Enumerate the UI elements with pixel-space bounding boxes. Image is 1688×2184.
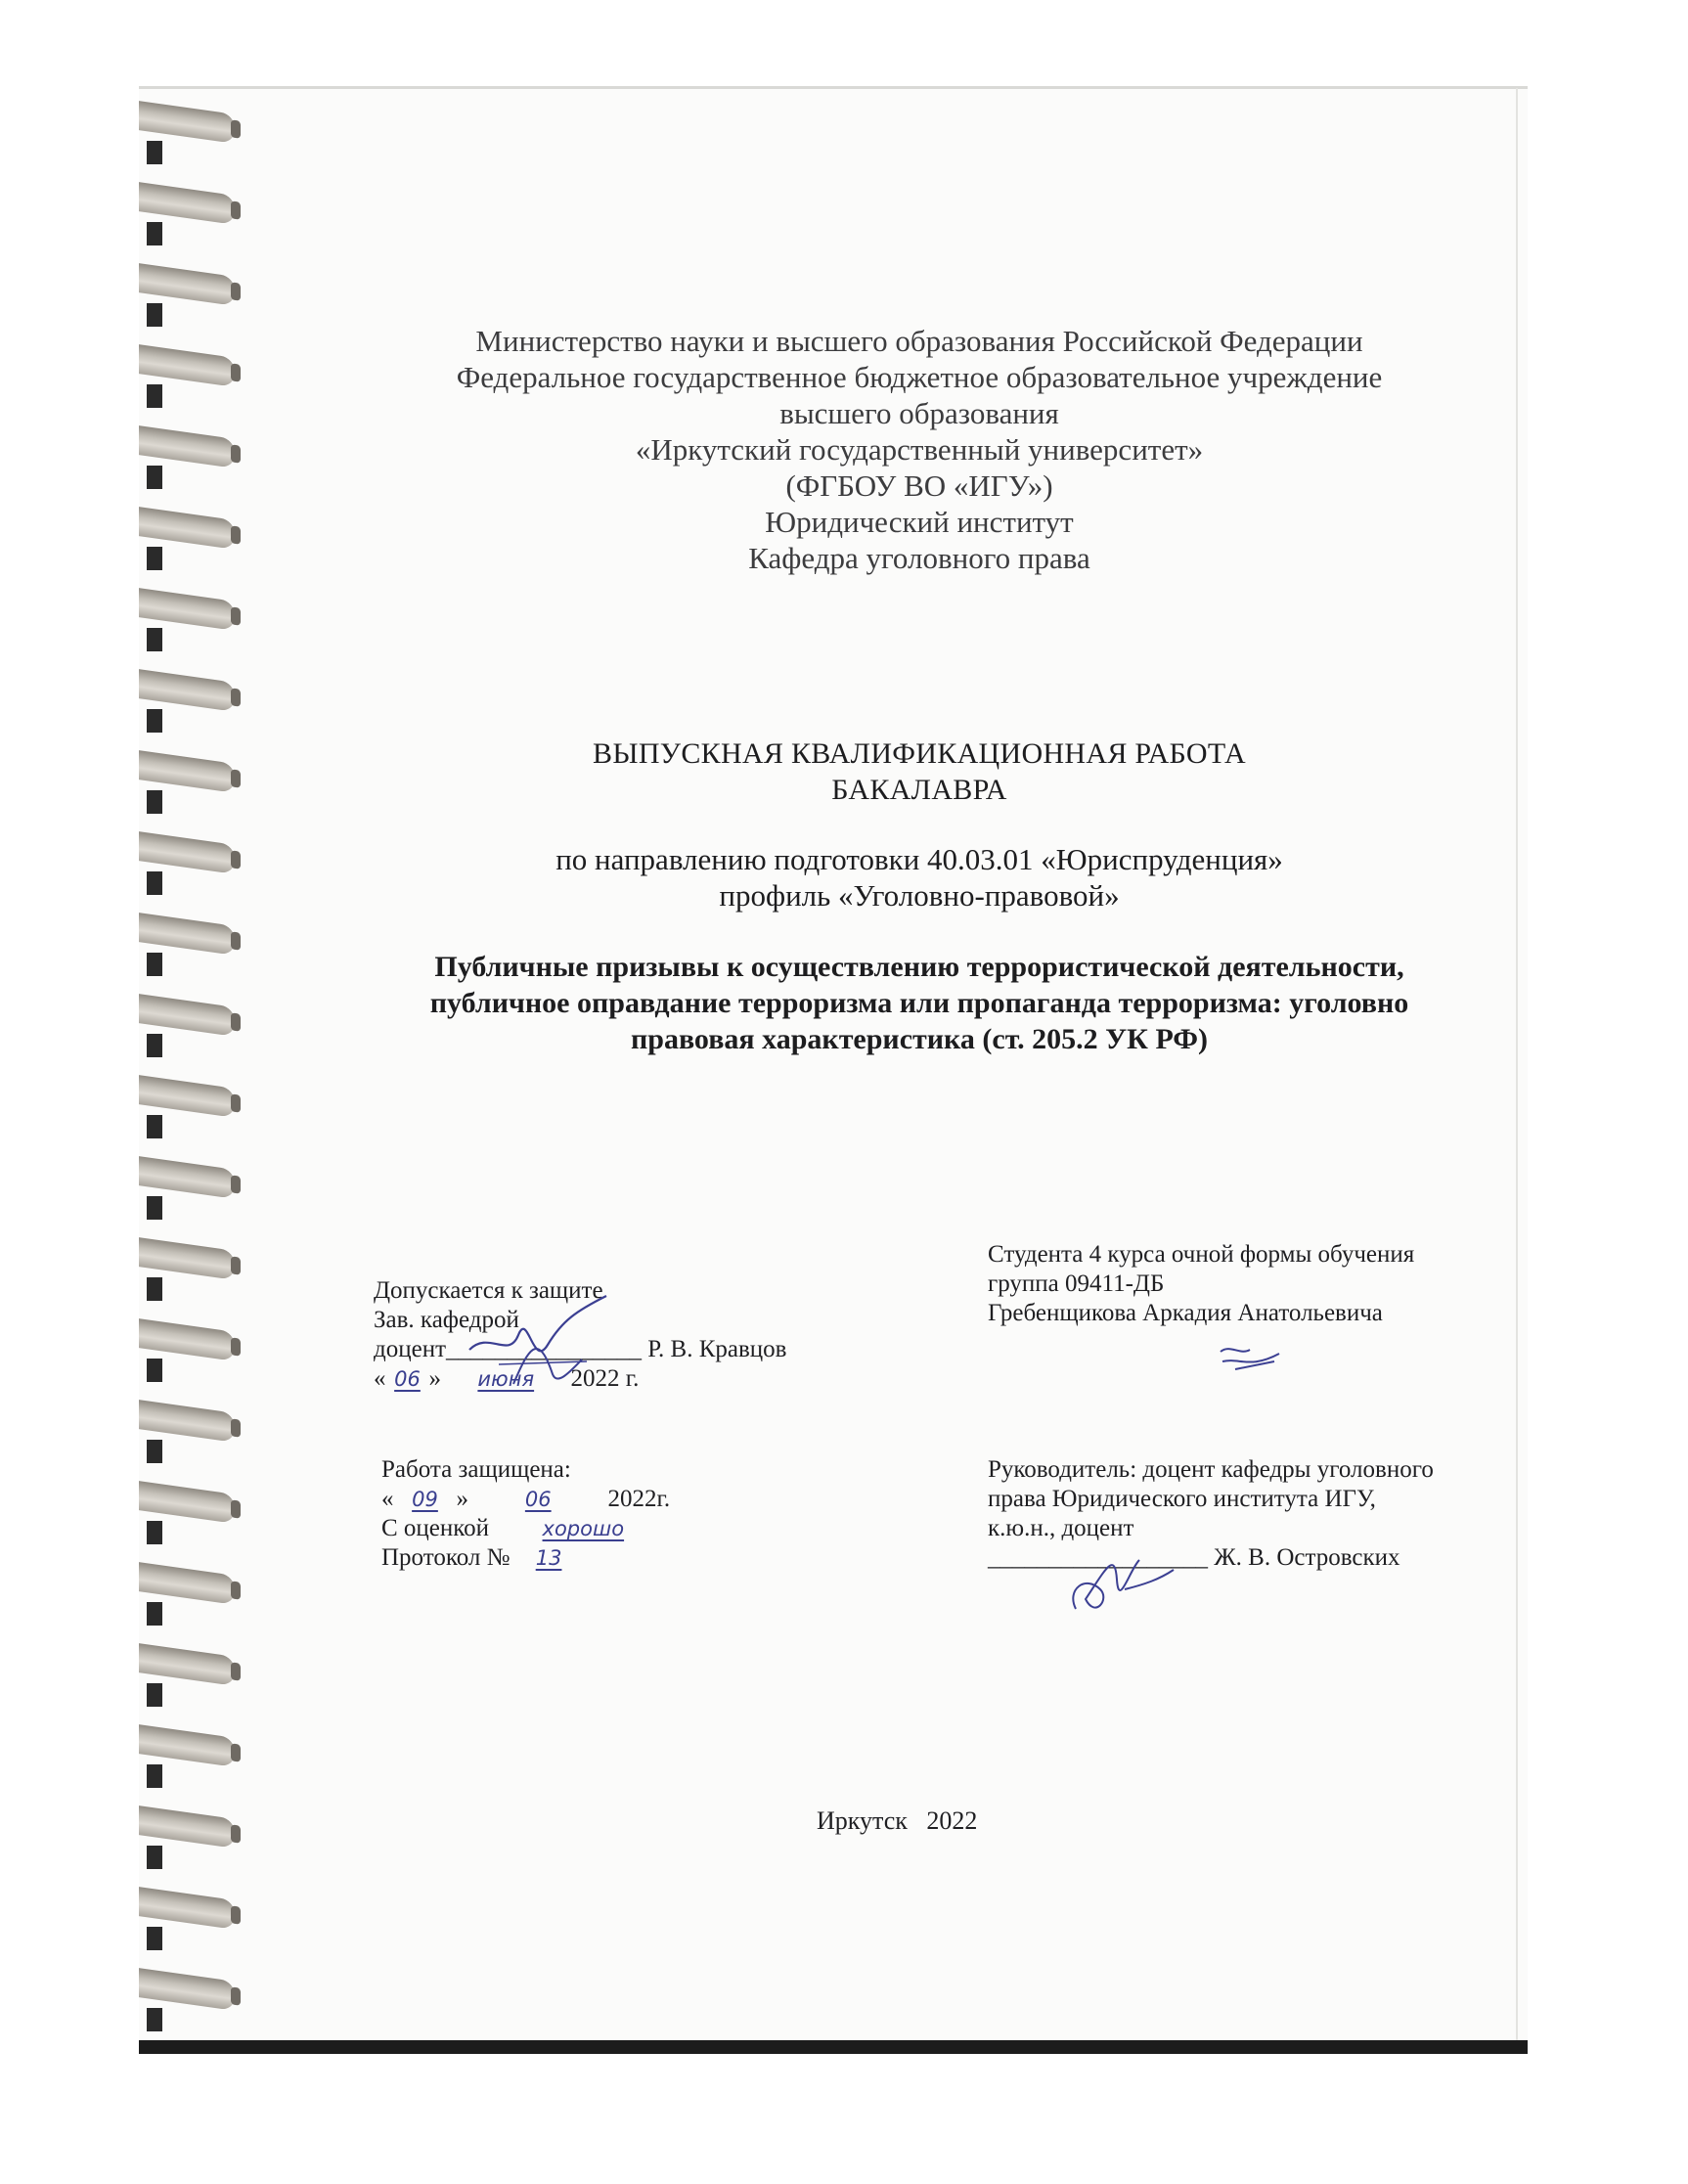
work-type [372,735,1467,808]
binding-hole [147,1196,162,1220]
binding-ring [139,831,235,874]
binding-hole [147,303,162,327]
spiral-binding [139,88,256,2044]
university-abbr-line: (ФГБОУ ВО «ИГУ») [785,468,1053,503]
binding-ring [139,994,235,1037]
binding-hole [147,1440,162,1463]
binding-ring [139,750,235,793]
binding-ring [139,1481,235,1524]
binding-hole [147,1521,162,1544]
defense-day: 09 [412,1488,438,1511]
binding-hole [147,1927,162,1950]
binding-hole [147,709,162,733]
binding-hole [147,466,162,489]
supervisor-name: Ж. В. Островских [1214,1544,1400,1571]
binding-ring [139,1237,235,1280]
supervisor-block [988,1455,1434,1573]
student-name-line: Гребенщикова Аркадия Анатольевича [988,1300,1383,1326]
supervisor-line-3: к.ю.н., доцент [988,1515,1134,1541]
work-type-line-2: БАКАЛАВРА [831,774,1007,806]
binding-ring [139,101,235,144]
supervisor-line-2: права Юридического института ИГУ, [988,1486,1376,1512]
binding-ring [139,1643,235,1686]
defense-month: 06 [524,1488,552,1511]
education-level-line: высшего образования [779,396,1059,430]
binding-hole [147,628,162,651]
binding-hole [147,141,162,164]
institute-line: Юридический институт [765,505,1074,539]
protocol-label: Протокол № [381,1544,511,1571]
binding-hole [147,1846,162,1869]
binding-ring [139,344,235,387]
title-line-2: публичное оправдание терроризма или пропаганда терроризма: уголовно [429,987,1409,1019]
footer-city: Иркутск [817,1806,908,1835]
binding-hole [147,871,162,895]
binding-hole [147,1602,162,1626]
protocol-line [381,1543,683,1573]
binding-ring [139,913,235,956]
title-line-1: Публичные призывы к осуществлению террористической деятельности, [434,951,1404,983]
sheet-right-edge [1516,88,1518,2044]
binding-hole [147,1359,162,1382]
title-line-3: правовая характеристика (ст. 205.2 УК РФ) [630,1023,1209,1055]
university-name-line: «Иркутский государственный университет» [635,432,1204,467]
binding-ring [139,1562,235,1605]
head-signature [460,1291,616,1399]
binding-hole [147,953,162,976]
binding-hole [147,547,162,570]
supervisor-signature [1056,1540,1183,1628]
student-signature [1211,1340,1289,1379]
footer [817,1806,977,1836]
defense-year: 2022г. [607,1486,671,1512]
binding-ring [139,507,235,550]
scan-bottom-border [139,2040,1528,2054]
binding-hole [147,384,162,408]
ministry-line: Министерство науки и высшего образования Российской Федерации [475,324,1363,358]
protocol-number: 13 [535,1546,562,1570]
binding-ring [139,1075,235,1118]
binding-hole [147,222,162,245]
admission-date-line: « 06 » июня 2022 г. [374,1365,640,1392]
binding-hole [147,1277,162,1301]
defense-block [381,1455,683,1573]
student-group-line: группа 09411-ДБ [988,1270,1165,1297]
direction-line: по направлению подготовки 40.03.01 «Юриспруденция» [555,842,1283,876]
binding-ring [139,1968,235,2011]
work-type-line-1: ВЫПУСКНАЯ КВАЛИФИКАЦИОННАЯ РАБОТА [593,737,1246,770]
binding-ring [139,1318,235,1361]
binding-hole [147,2008,162,2031]
supervisor-signature-line: __________________ Ж. В. Островских [988,1544,1400,1571]
binding-hole [147,1764,162,1788]
institution-type-line: Федеральное государственное бюджетное образовательное учреждение [456,360,1383,394]
binding-ring [139,1887,235,1930]
admission-month: июня [477,1367,535,1391]
defense-line: Работа защищена: [381,1456,571,1483]
binding-ring [139,1805,235,1849]
binding-ring [139,588,235,631]
student-block [988,1240,1414,1328]
sheet-top-edge [139,86,1528,89]
binding-ring [139,669,235,712]
head-position: доцент [374,1336,446,1362]
binding-ring [139,1156,235,1199]
supervisor-line-1: Руководитель: доцент кафедры уголовного [988,1456,1434,1483]
head-name: Р. В. Кравцов [647,1336,787,1362]
department-line: Кафедра уголовного права [748,541,1090,575]
grade-label: С оценкой [381,1515,490,1541]
binding-ring [139,1724,235,1767]
binding-ring [139,263,235,306]
thesis-title [372,949,1467,1057]
grade-line [381,1514,683,1543]
binding-hole [147,1115,162,1138]
binding-ring [139,182,235,225]
binding-hole [147,1034,162,1057]
student-course-line: Студента 4 курса очной формы обучения [988,1241,1415,1268]
binding-ring [139,425,235,468]
profile-line: профиль «Уголовно-правовой» [719,878,1120,913]
binding-hole [147,790,162,814]
binding-ring [139,1400,235,1443]
admission-day: 06 [394,1367,421,1391]
head-of-department-line: Зав. кафедрой [374,1307,519,1333]
admission-year: 2022 г. [570,1365,640,1392]
defense-date-line: « 09 » 06 2022г. [381,1486,671,1512]
footer-year: 2022 [926,1806,978,1835]
institution-header [372,323,1467,576]
grade-value: хорошо [542,1517,625,1540]
binding-hole [147,1683,162,1707]
study-direction [372,841,1467,914]
admission-line: Допускается к защите [374,1277,603,1304]
head-signature-line: доцент________________ Р. В. Кравцов [374,1336,787,1362]
